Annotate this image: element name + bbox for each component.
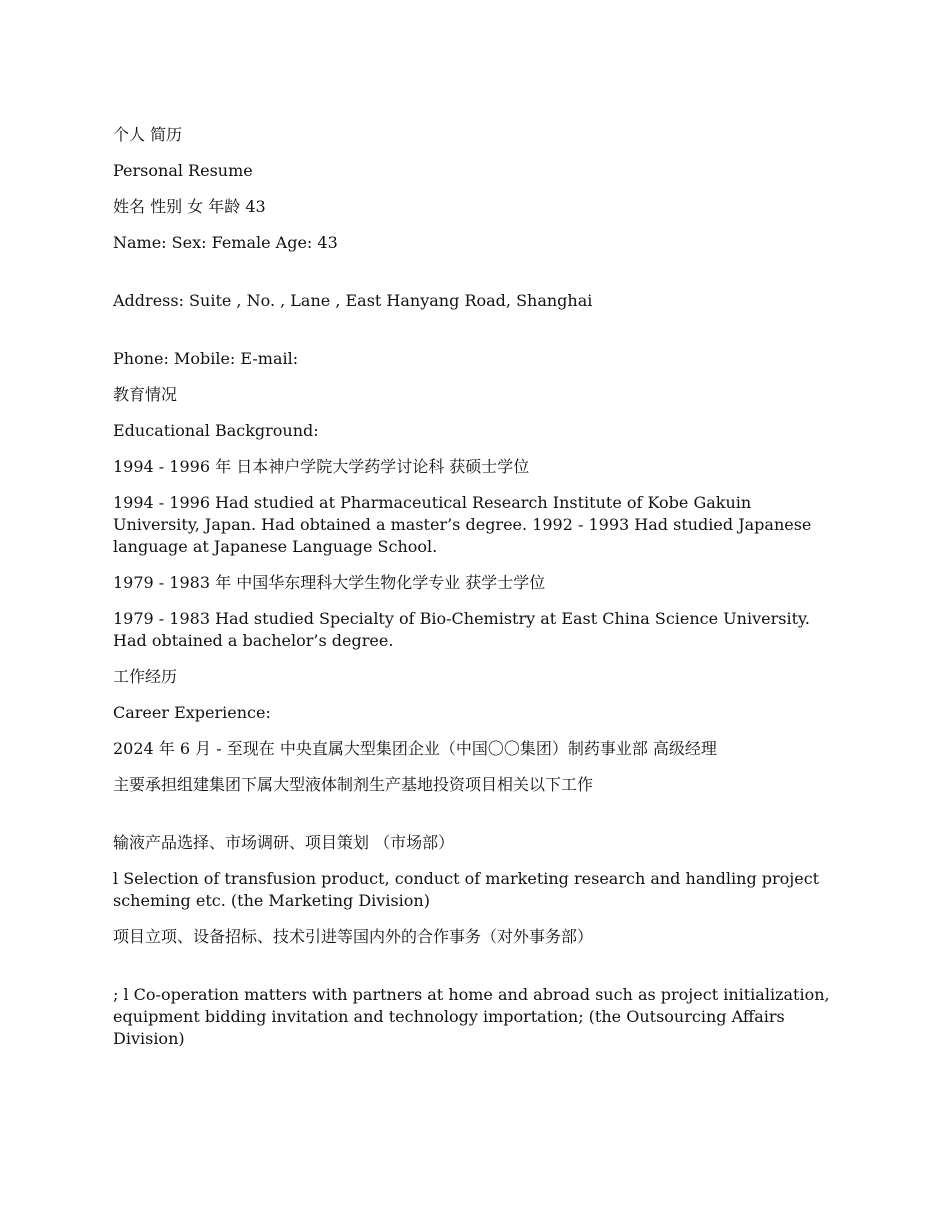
career-heading-en: Career Experience: (113, 703, 271, 722)
spacer (113, 810, 833, 832)
duty-2-en: ; l Co-operation matters with partners at home and abroad such as project initialization, equipment bidding invitation and technology importation; (the Outsourcing Affairs Division) (113, 985, 830, 1048)
career-duties-cn: 主要承担组建集团下属大型液体制剂生产基地投资项目相关以下工作 (113, 775, 594, 794)
duty-1-cn: 输液产品选择、市场调研、项目策划 （市场部） (113, 833, 455, 852)
resume-title-en: Personal Resume (113, 161, 253, 180)
education-heading-en: Educational Background: (113, 421, 319, 440)
spacer (113, 326, 833, 348)
spacer (113, 962, 833, 984)
contact-line: Phone: Mobile: E-mail: (113, 349, 299, 368)
personal-info-cn: 姓名 性别 女 年龄 43 (113, 197, 266, 216)
duty-2-cn: 项目立项、设备招标、技术引进等国内外的合作事务（对外事务部） (113, 927, 594, 946)
career-entry-1-cn: 2024 年 6 月 - 至现在 中央直属大型集团企业（中国〇〇集团）制药事业部 高级经理 (113, 739, 717, 758)
education-entry-1-cn: 1994 - 1996 年 日本神户学院大学药学讨论科 获硕士学位 (113, 457, 530, 476)
resume-title-cn: 个人 简历 (113, 125, 183, 144)
resume-document (113, 124, 833, 1064)
career-heading-cn: 工作经历 (113, 667, 178, 686)
address-line: Address: Suite , No. , Lane , East Hanyang Road, Shanghai (113, 291, 593, 310)
duty-1-en: l Selection of transfusion product, conduct of marketing research and handling project scheming etc. (the Marketing Division) (113, 869, 820, 910)
education-entry-2-cn: 1979 - 1983 年 中国华东理科大学生物化学专业 获学士学位 (113, 573, 546, 592)
education-entry-1-en: 1994 - 1996 Had studied at Pharmaceutical Research Institute of Kobe Gakuin University, Japan. Had obtained a master’s degree. 1992 - 1993 Had studied Japanese language at Japanese Language School. (113, 493, 812, 556)
spacer (113, 268, 833, 290)
education-heading-cn: 教育情况 (113, 385, 178, 404)
personal-info-en: Name: Sex: Female Age: 43 (113, 233, 338, 252)
education-entry-2-en: 1979 - 1983 Had studied Specialty of Bio-Chemistry at East China Science University. Had obtained a bachelor’s degree. (113, 609, 810, 650)
